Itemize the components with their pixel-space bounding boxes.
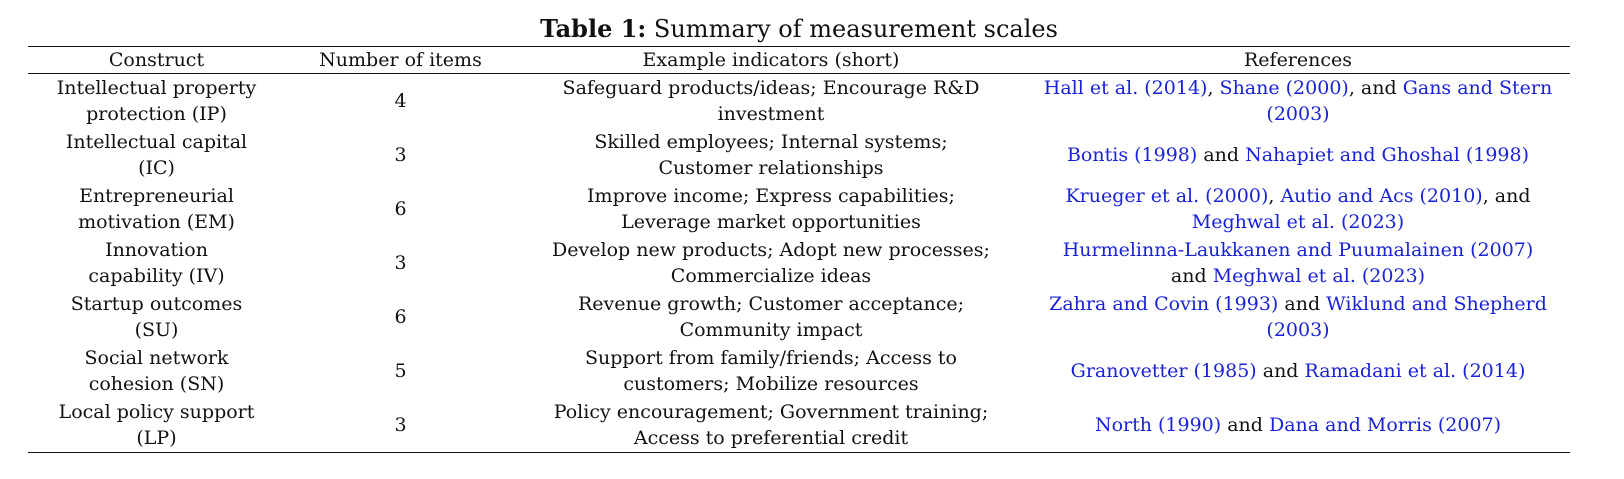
reference-link[interactable]: Gans and Stern [1402,77,1553,99]
cell-number-of-items: 3 [394,252,407,274]
indicator-line: Support from family/friends; Access to [585,347,957,369]
construct-line: Social network [84,347,229,369]
reference-text: and [1221,414,1269,436]
cell-construct [28,128,285,182]
table-header [28,47,1570,74]
cell-construct [28,182,285,236]
cell-example-indicators [516,344,1026,398]
reference-text: , [1207,77,1220,99]
table-header-row [28,47,1570,74]
reference-text: and [1197,144,1246,166]
header-example-indicators: Example indicators (short) [516,47,1026,74]
reference-link[interactable]: Krueger et al. (2000) [1065,185,1269,207]
construct-line: Entrepreneurial [79,185,234,207]
table-row [28,344,1570,398]
indicator-line: Leverage market opportunities [621,211,921,233]
reference-link[interactable]: Nahapiet and Ghoshal (1998) [1245,144,1530,166]
table-caption-label: Table 1: [540,14,647,43]
cell-example-indicators [516,182,1026,236]
indicator-line: Commercialize ideas [670,265,872,287]
table-row [28,398,1570,453]
reference-link[interactable]: Wiklund and Shepherd [1326,293,1547,315]
construct-line: cohesion (SN) [88,373,225,395]
reference-link[interactable]: North (1990) [1094,414,1222,436]
indicator-line: Safeguard products/ideas; Encourage R&D [562,77,980,99]
construct-line: protection (IP) [86,103,227,125]
reference-text: , and [1482,185,1531,207]
reference-link[interactable]: (2003) [1266,103,1330,125]
cell-references [1026,398,1570,453]
table-row [28,290,1570,344]
cell-example-indicators [516,398,1026,453]
cell-example-indicators [516,128,1026,182]
cell-construct [28,236,285,290]
reference-text: and [1170,265,1213,287]
cell-references [1026,290,1570,344]
construct-line: (IC) [138,157,175,179]
construct-line: capability (IV) [88,265,225,287]
cell-number-of-items: 3 [394,144,407,166]
construct-line: Innovation [105,239,208,261]
indicator-line: Skilled employees; Internal systems; [594,131,948,153]
reference-text: , and [1348,77,1403,99]
cell-example-indicators [516,74,1026,129]
reference-link[interactable]: Hall et al. (2014) [1043,77,1208,99]
cell-construct [28,398,285,453]
indicator-line: Policy encouragement; Government training; [553,401,989,423]
reference-link[interactable]: Shane (2000) [1219,77,1349,99]
indicator-line: Develop new products; Adopt new processes; [552,239,990,261]
cell-references [1026,128,1570,182]
reference-text: and [1278,293,1327,315]
reference-link[interactable]: (2003) [1266,319,1330,341]
cell-number-of-items: 4 [394,90,407,112]
construct-line: Intellectual property [56,77,257,99]
construct-line: (LP) [136,427,177,449]
cell-construct [28,290,285,344]
cell-number-of-items: 6 [394,306,407,328]
table-row [28,74,1570,129]
measurement-scales-table-container [28,46,1570,453]
cell-number-of-items: 5 [394,360,407,382]
indicator-line: Access to preferential credit [633,427,909,449]
reference-link[interactable]: Dana and Morris (2007) [1269,414,1502,436]
header-references: References [1026,47,1570,74]
reference-link[interactable]: Hurmelinna-Laukkanen and Puumalainen (2007) [1062,239,1534,261]
indicator-line: Revenue growth; Customer acceptance; [577,293,965,315]
indicator-line: Community impact [679,319,863,341]
cell-construct [28,74,285,129]
table-caption [28,14,1570,44]
reference-link[interactable]: Meghwal et al. (2023) [1212,265,1426,287]
cell-references [1026,236,1570,290]
table-row [28,128,1570,182]
construct-line: Startup outcomes [70,293,243,315]
cell-example-indicators [516,236,1026,290]
cell-number-of-items: 6 [394,198,407,220]
cell-number-of-items: 3 [394,414,407,436]
reference-link[interactable]: Meghwal et al. (2023) [1191,211,1405,233]
table-body [28,74,1570,453]
indicator-line: customers; Mobilize resources [623,373,919,395]
header-construct: Construct [28,47,285,74]
construct-line: (SU) [134,319,179,341]
reference-link[interactable]: Autio and Acs (2010) [1280,185,1483,207]
table-row [28,236,1570,290]
reference-text: , [1268,185,1281,207]
cell-example-indicators [516,290,1026,344]
construct-line: motivation (EM) [78,211,235,233]
indicator-line: investment [717,103,825,125]
construct-line: Local policy support [58,401,255,423]
indicator-line: Customer relationships [658,157,884,179]
indicator-line: Improve income; Express capabilities; [587,185,955,207]
cell-references [1026,74,1570,129]
cell-construct [28,344,285,398]
cell-references [1026,344,1570,398]
table-row [28,182,1570,236]
cell-references [1026,182,1570,236]
table-caption-title: Summary of measurement scales [653,15,1058,43]
construct-line: Intellectual capital [65,131,248,153]
reference-link[interactable]: Granovetter (1985) [1070,360,1257,382]
reference-link[interactable]: Zahra and Covin (1993) [1049,293,1279,315]
reference-text: and [1256,360,1305,382]
header-number-of-items: Number of items [285,47,516,74]
reference-link[interactable]: Bontis (1998) [1066,144,1198,166]
reference-link[interactable]: Ramadani et al. (2014) [1304,360,1526,382]
measurement-scales-table [28,46,1570,453]
